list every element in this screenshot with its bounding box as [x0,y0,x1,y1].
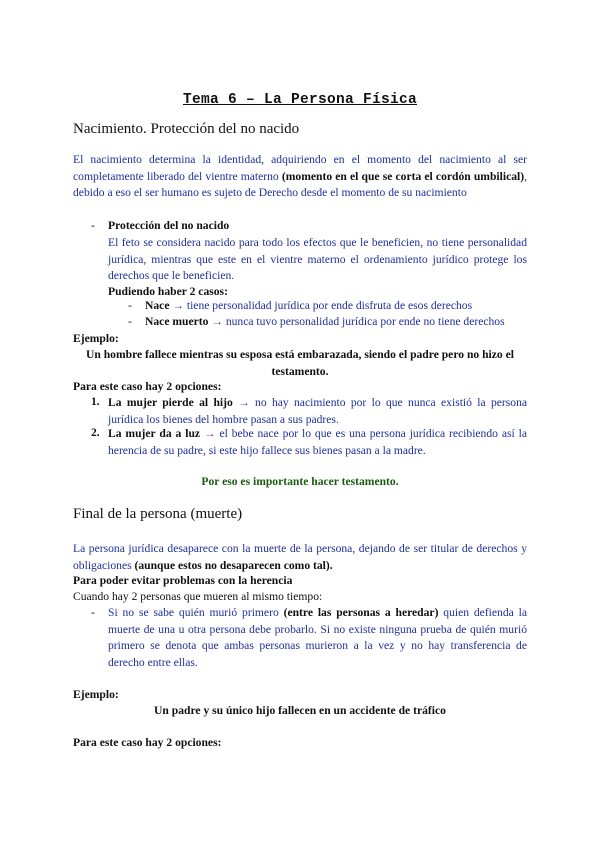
example-text: Un hombre fallece mientras su esposa está embarazada, siendo el padre pero no hizo el testamento. [86,348,514,378]
case-term: Nace muerto [145,315,209,328]
bullet-text-muerte [108,605,527,671]
paragraph-nacimiento [73,152,527,202]
bullet-dash: - [91,219,95,232]
option-term: La mujer pierde al hijo [108,396,233,409]
arrow-icon: → [232,396,256,409]
paragraph-text: El nacimiento determina la identidad, adquiriendo en el momento del nacimiento al ser completamente liberado del vientre materno [73,153,527,183]
case-item-nace [145,298,472,315]
options-label: Para este caso hay 2 opciones: [73,736,222,749]
option-text: el bebe nace por lo que es una persona jurídica recibiendo así la herencia de su padre, si este hijo fallece sus bienes pasan a la madre. [108,427,528,457]
bullet-title-proteccion: Protección del no nacido [108,219,230,232]
option-number: 1. [91,395,100,408]
paragraph-final [73,541,527,574]
example-text: Un padre y su único hijo fallecen en un accidente de tráfico [154,704,446,717]
arrow-icon: → [169,299,187,312]
section-heading-nacimiento: Nacimiento. Protección del no nacido [73,121,300,137]
example-label: Ejemplo: [73,332,119,345]
section-heading-final: Final de la persona (muerte) [73,506,243,522]
option-number: 2. [91,426,100,439]
bullet-text: quien defienda la muerte de una u otra persona debe probarlo. Si no existe ninguna prueba de quién murió primero se denota que ambas personas murieron a la vez y no hay transferencia de derecho entre ellas. [108,606,528,669]
paragraph-bold: (aunque estos no desaparecen como tal). [134,558,333,572]
bullet-text-proteccion: El feto se considera nacido para todo los efectos que le beneficien, no tiene personalidad jurídica, mientras que este en el vientre materno el ordenamiento jurídico protege los derechos que le beneficien. [108,236,527,283]
case-term: Nace [145,299,170,312]
cases-label: Pudiendo haber 2 casos: [108,285,228,298]
paragraph-text: , debido a eso el ser humano es sujeto de Derecho desde el momento de su nacimiento [73,169,527,200]
lead-text: Cuando hay 2 personas que mueren al mismo tiempo: [73,590,323,603]
option-text: no hay nacimiento por lo que nunca existió la persona jurídica los bienes del hombre pasan a sus padres. [108,396,528,426]
option-term: La mujer da a luz [108,427,201,440]
paragraph-bold: (momento en el que se corta el cordón umbilical) [281,169,525,183]
conclusion-text: Por eso es importante hacer testamento. [201,475,399,488]
case-dash: - [128,299,132,312]
bullet-bold: (entre las personas a heredar) [283,606,439,619]
case-dash: - [128,315,132,328]
example-label: Ejemplo: [73,688,119,701]
document-title: Tema 6 – La Persona Física [182,92,418,108]
arrow-icon: → [208,315,226,328]
case-text: nunca tuvo personalidad jurídica por ende no tiene derechos [225,315,505,328]
bullet-text: Si no se sabe quién murió primero [108,606,284,619]
case-text: tiene personalidad jurídica por ende disfruta de esos derechos [186,299,473,312]
option-item-pierde [108,395,527,428]
option-item-da-a-luz [108,426,527,459]
subheading-herencia: Para poder evitar problemas con la herencia [73,574,293,587]
arrow-icon: → [200,427,220,440]
bullet-dash: - [91,606,95,619]
paragraph-text: La persona jurídica desaparece con la muerte de la persona, dejando de ser titular de derechos y obligaciones [73,542,527,572]
options-label: Para este caso hay 2 opciones: [73,380,222,393]
case-item-nace-muerto [145,314,505,331]
